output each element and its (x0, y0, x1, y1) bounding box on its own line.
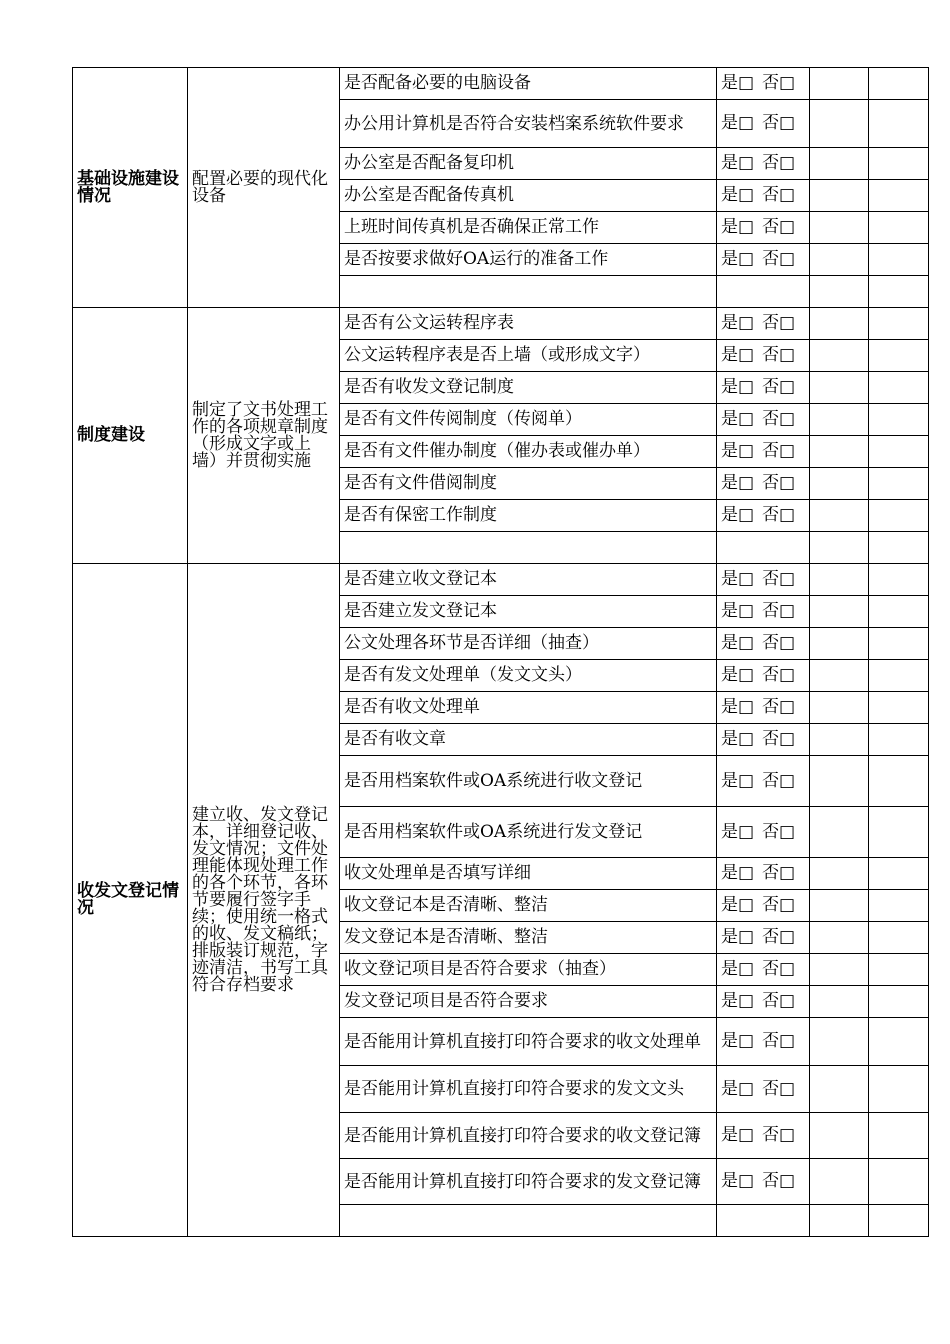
blank-cell (869, 564, 929, 596)
blank-cell (869, 436, 929, 468)
blank-cell (810, 468, 869, 500)
check-item: 是否能用计算机直接打印符合要求的收文处理单 (340, 1018, 717, 1066)
check-item: 收文登记本是否清晰、整洁 (340, 890, 717, 922)
yes-no-choice[interactable] (717, 308, 810, 340)
yes-no-choice[interactable] (717, 564, 810, 596)
blank-cell (340, 1205, 717, 1237)
no-checkbox[interactable]: 否□ (762, 505, 796, 525)
check-item: 办公室是否配备传真机 (340, 180, 717, 212)
blank-cell (810, 436, 869, 468)
yes-checkbox[interactable]: 是□ (721, 153, 755, 173)
yes-checkbox[interactable]: 是□ (721, 505, 755, 525)
no-checkbox[interactable]: 否□ (762, 729, 796, 749)
blank-cell (810, 500, 869, 532)
yes-no-choice[interactable] (717, 1159, 810, 1205)
blank-cell (869, 404, 929, 436)
yes-no-choice[interactable] (717, 628, 810, 660)
blank-cell (869, 340, 929, 372)
yes-checkbox[interactable]: 是□ (721, 73, 755, 93)
check-item: 是否有发文处理单（发文文头） (340, 660, 717, 692)
yes-checkbox[interactable]: 是□ (721, 185, 755, 205)
no-checkbox[interactable]: 否□ (762, 185, 796, 205)
blank-cell (810, 628, 869, 660)
check-item: 是否有文件借阅制度 (340, 468, 717, 500)
blank-cell (810, 807, 869, 858)
blank-cell (810, 1159, 869, 1205)
blank-cell (869, 1113, 929, 1159)
no-checkbox[interactable]: 否□ (762, 991, 796, 1011)
blank-cell (869, 692, 929, 724)
blank-cell (869, 724, 929, 756)
no-checkbox[interactable]: 否□ (762, 697, 796, 717)
yes-no-choice[interactable] (717, 468, 810, 500)
no-checkbox[interactable]: 否□ (762, 863, 796, 883)
blank-cell (869, 954, 929, 986)
no-checkbox[interactable]: 否□ (762, 73, 796, 93)
no-checkbox[interactable]: 否□ (762, 895, 796, 915)
yes-no-choice[interactable] (717, 858, 810, 890)
yes-checkbox[interactable]: 是□ (721, 473, 755, 493)
no-checkbox[interactable]: 否□ (762, 959, 796, 979)
requirement-cell: 制定了文书处理工作的各项规章制度（形成文字或上墙）并贯彻实施 (188, 308, 340, 564)
blank-cell (717, 1205, 810, 1237)
yes-no-choice[interactable] (717, 244, 810, 276)
yes-checkbox[interactable]: 是□ (721, 1125, 755, 1145)
blank-cell (869, 500, 929, 532)
yes-checkbox[interactable]: 是□ (721, 249, 755, 269)
blank-cell (810, 986, 869, 1018)
check-item: 是否能用计算机直接打印符合要求的发文文头 (340, 1066, 717, 1113)
blank-cell (810, 180, 869, 212)
no-checkbox[interactable]: 否□ (762, 821, 796, 842)
yes-checkbox[interactable]: 是□ (721, 1171, 755, 1191)
yes-checkbox[interactable]: 是□ (721, 991, 755, 1011)
blank-cell (810, 148, 869, 180)
no-checkbox[interactable]: 否□ (762, 217, 796, 237)
yes-no-choice[interactable] (717, 756, 810, 807)
check-item: 是否有文件催办制度（催办表或催办单） (340, 436, 717, 468)
yes-no-choice[interactable] (717, 100, 810, 148)
check-item: 公文运转程序表是否上墙（或形成文字） (340, 340, 717, 372)
yes-no-choice[interactable] (717, 148, 810, 180)
no-checkbox[interactable]: 否□ (762, 665, 796, 685)
check-item: 是否用档案软件或OA系统进行收文登记 (340, 756, 717, 807)
no-checkbox[interactable]: 否□ (762, 1078, 796, 1099)
blank-cell (810, 276, 869, 308)
yes-checkbox[interactable]: 是□ (721, 927, 755, 947)
no-checkbox[interactable]: 否□ (762, 113, 796, 133)
blank-cell (869, 858, 929, 890)
yes-no-choice[interactable] (717, 500, 810, 532)
check-item: 收文登记项目是否符合要求（抽查） (340, 954, 717, 986)
no-checkbox[interactable]: 否□ (762, 345, 796, 365)
blank-cell (869, 596, 929, 628)
check-item: 是否能用计算机直接打印符合要求的收文登记簿 (340, 1113, 717, 1159)
no-checkbox[interactable]: 否□ (762, 441, 796, 461)
blank-cell (810, 564, 869, 596)
check-item: 是否按要求做好OA运行的准备工作 (340, 244, 717, 276)
yes-no-choice[interactable] (717, 212, 810, 244)
requirement-cell: 配置必要的现代化设备 (188, 68, 340, 308)
blank-cell (810, 954, 869, 986)
blank-cell (810, 100, 869, 148)
category-cell: 收发文登记情况 (73, 564, 188, 1237)
check-item: 是否配备必要的电脑设备 (340, 68, 717, 100)
check-item: 发文登记项目是否符合要求 (340, 986, 717, 1018)
blank-cell (810, 372, 869, 404)
yes-checkbox[interactable]: 是□ (721, 729, 755, 749)
no-checkbox[interactable]: 否□ (762, 473, 796, 493)
blank-cell (869, 1018, 929, 1066)
check-item: 是否能用计算机直接打印符合要求的发文登记簿 (340, 1159, 717, 1205)
check-item: 是否有文件传阅制度（传阅单） (340, 404, 717, 436)
blank-cell (810, 340, 869, 372)
blank-cell (810, 68, 869, 100)
blank-cell (810, 596, 869, 628)
yes-no-choice[interactable] (717, 724, 810, 756)
blank-cell (810, 858, 869, 890)
yes-checkbox[interactable]: 是□ (721, 1031, 755, 1051)
yes-no-choice[interactable] (717, 1113, 810, 1159)
yes-no-choice[interactable] (717, 1066, 810, 1113)
yes-checkbox[interactable]: 是□ (721, 409, 755, 429)
blank-cell (869, 276, 929, 308)
check-item: 发文登记本是否清晰、整洁 (340, 922, 717, 954)
check-item: 是否有收文处理单 (340, 692, 717, 724)
yes-checkbox[interactable]: 是□ (721, 959, 755, 979)
blank-cell (810, 922, 869, 954)
yes-checkbox[interactable]: 是□ (721, 665, 755, 685)
no-checkbox[interactable]: 否□ (762, 377, 796, 397)
yes-checkbox[interactable]: 是□ (721, 697, 755, 717)
table-row (73, 308, 929, 340)
no-checkbox[interactable]: 否□ (762, 633, 796, 653)
check-item: 是否有保密工作制度 (340, 500, 717, 532)
blank-cell (869, 660, 929, 692)
blank-cell (810, 756, 869, 807)
yes-no-choice[interactable] (717, 890, 810, 922)
yes-no-choice[interactable] (717, 68, 810, 100)
blank-cell (869, 212, 929, 244)
blank-cell (869, 244, 929, 276)
no-checkbox[interactable]: 否□ (762, 249, 796, 269)
blank-cell (869, 890, 929, 922)
no-checkbox[interactable]: 否□ (762, 1125, 796, 1145)
blank-cell (340, 276, 717, 308)
check-item: 是否有收发文登记制度 (340, 372, 717, 404)
yes-checkbox[interactable]: 是□ (721, 601, 755, 621)
yes-checkbox[interactable]: 是□ (721, 863, 755, 883)
blank-cell (810, 244, 869, 276)
yes-no-choice[interactable] (717, 1018, 810, 1066)
yes-checkbox[interactable]: 是□ (721, 895, 755, 915)
yes-checkbox[interactable]: 是□ (721, 633, 755, 653)
blank-cell (869, 100, 929, 148)
check-item: 是否建立发文登记本 (340, 596, 717, 628)
blank-cell (869, 308, 929, 340)
blank-cell (869, 1066, 929, 1113)
blank-cell (810, 660, 869, 692)
yes-checkbox[interactable]: 是□ (721, 313, 755, 333)
category-cell: 基础设施建设情况 (73, 68, 188, 308)
blank-cell (869, 922, 929, 954)
yes-checkbox[interactable]: 是□ (721, 113, 755, 133)
blank-cell (717, 532, 810, 564)
blank-cell (810, 724, 869, 756)
blank-cell (810, 890, 869, 922)
no-checkbox[interactable]: 否□ (762, 569, 796, 589)
yes-no-choice[interactable] (717, 807, 810, 858)
yes-checkbox[interactable]: 是□ (721, 377, 755, 397)
yes-checkbox[interactable]: 是□ (721, 217, 755, 237)
blank-cell (810, 1205, 869, 1237)
blank-cell (810, 212, 869, 244)
blank-cell (869, 986, 929, 1018)
yes-no-choice[interactable] (717, 692, 810, 724)
no-checkbox[interactable]: 否□ (762, 313, 796, 333)
yes-checkbox[interactable]: 是□ (721, 345, 755, 365)
yes-no-choice[interactable] (717, 922, 810, 954)
check-item: 是否用档案软件或OA系统进行发文登记 (340, 807, 717, 858)
blank-cell (810, 404, 869, 436)
blank-cell (717, 276, 810, 308)
blank-cell (340, 532, 717, 564)
check-item: 办公用计算机是否符合安装档案系统软件要求 (340, 100, 717, 148)
category-cell: 制度建设 (73, 308, 188, 564)
blank-cell (869, 372, 929, 404)
no-checkbox[interactable]: 否□ (762, 1171, 796, 1191)
blank-cell (869, 148, 929, 180)
checklist-table (72, 67, 929, 1237)
no-checkbox[interactable]: 否□ (762, 153, 796, 173)
blank-cell (810, 692, 869, 724)
no-checkbox[interactable]: 否□ (762, 927, 796, 947)
check-item: 收文处理单是否填写详细 (340, 858, 717, 890)
blank-cell (869, 1205, 929, 1237)
check-item: 办公室是否配备复印机 (340, 148, 717, 180)
requirement-cell: 建立收、发文登记本，详细登记收、发文情况；文件处理能体现处理工作的各个环节，各环节要履行签字手续；使用统一格式的收、发文稿纸；排版装订规范，字迹清洁，书写工具符合存档要求 (188, 564, 340, 1237)
table-row (73, 68, 929, 100)
yes-no-choice[interactable] (717, 436, 810, 468)
blank-cell (869, 1159, 929, 1205)
no-checkbox[interactable]: 否□ (762, 1031, 796, 1051)
yes-no-choice[interactable] (717, 986, 810, 1018)
blank-cell (869, 807, 929, 858)
yes-checkbox[interactable]: 是□ (721, 821, 755, 842)
blank-cell (869, 756, 929, 807)
yes-no-choice[interactable] (717, 340, 810, 372)
yes-no-choice[interactable] (717, 180, 810, 212)
yes-no-choice[interactable] (717, 954, 810, 986)
check-item: 是否建立收文登记本 (340, 564, 717, 596)
yes-checkbox[interactable]: 是□ (721, 1078, 755, 1099)
check-item: 上班时间传真机是否确保正常工作 (340, 212, 717, 244)
blank-cell (869, 628, 929, 660)
yes-no-choice[interactable] (717, 372, 810, 404)
blank-cell (869, 468, 929, 500)
no-checkbox[interactable]: 否□ (762, 601, 796, 621)
no-checkbox[interactable]: 否□ (762, 409, 796, 429)
blank-cell (810, 1018, 869, 1066)
yes-no-choice[interactable] (717, 404, 810, 436)
check-item: 是否有公文运转程序表 (340, 308, 717, 340)
yes-checkbox[interactable]: 是□ (721, 569, 755, 589)
blank-cell (810, 532, 869, 564)
blank-cell (869, 532, 929, 564)
blank-cell (869, 68, 929, 100)
check-item: 是否有收文章 (340, 724, 717, 756)
blank-cell (810, 1066, 869, 1113)
table-row (73, 564, 929, 596)
yes-checkbox[interactable]: 是□ (721, 441, 755, 461)
no-checkbox[interactable]: 否□ (762, 770, 796, 791)
blank-cell (810, 308, 869, 340)
blank-cell (810, 1113, 869, 1159)
check-item: 公文处理各环节是否详细（抽查） (340, 628, 717, 660)
blank-cell (869, 180, 929, 212)
yes-checkbox[interactable]: 是□ (721, 770, 755, 791)
yes-no-choice[interactable] (717, 596, 810, 628)
yes-no-choice[interactable] (717, 660, 810, 692)
